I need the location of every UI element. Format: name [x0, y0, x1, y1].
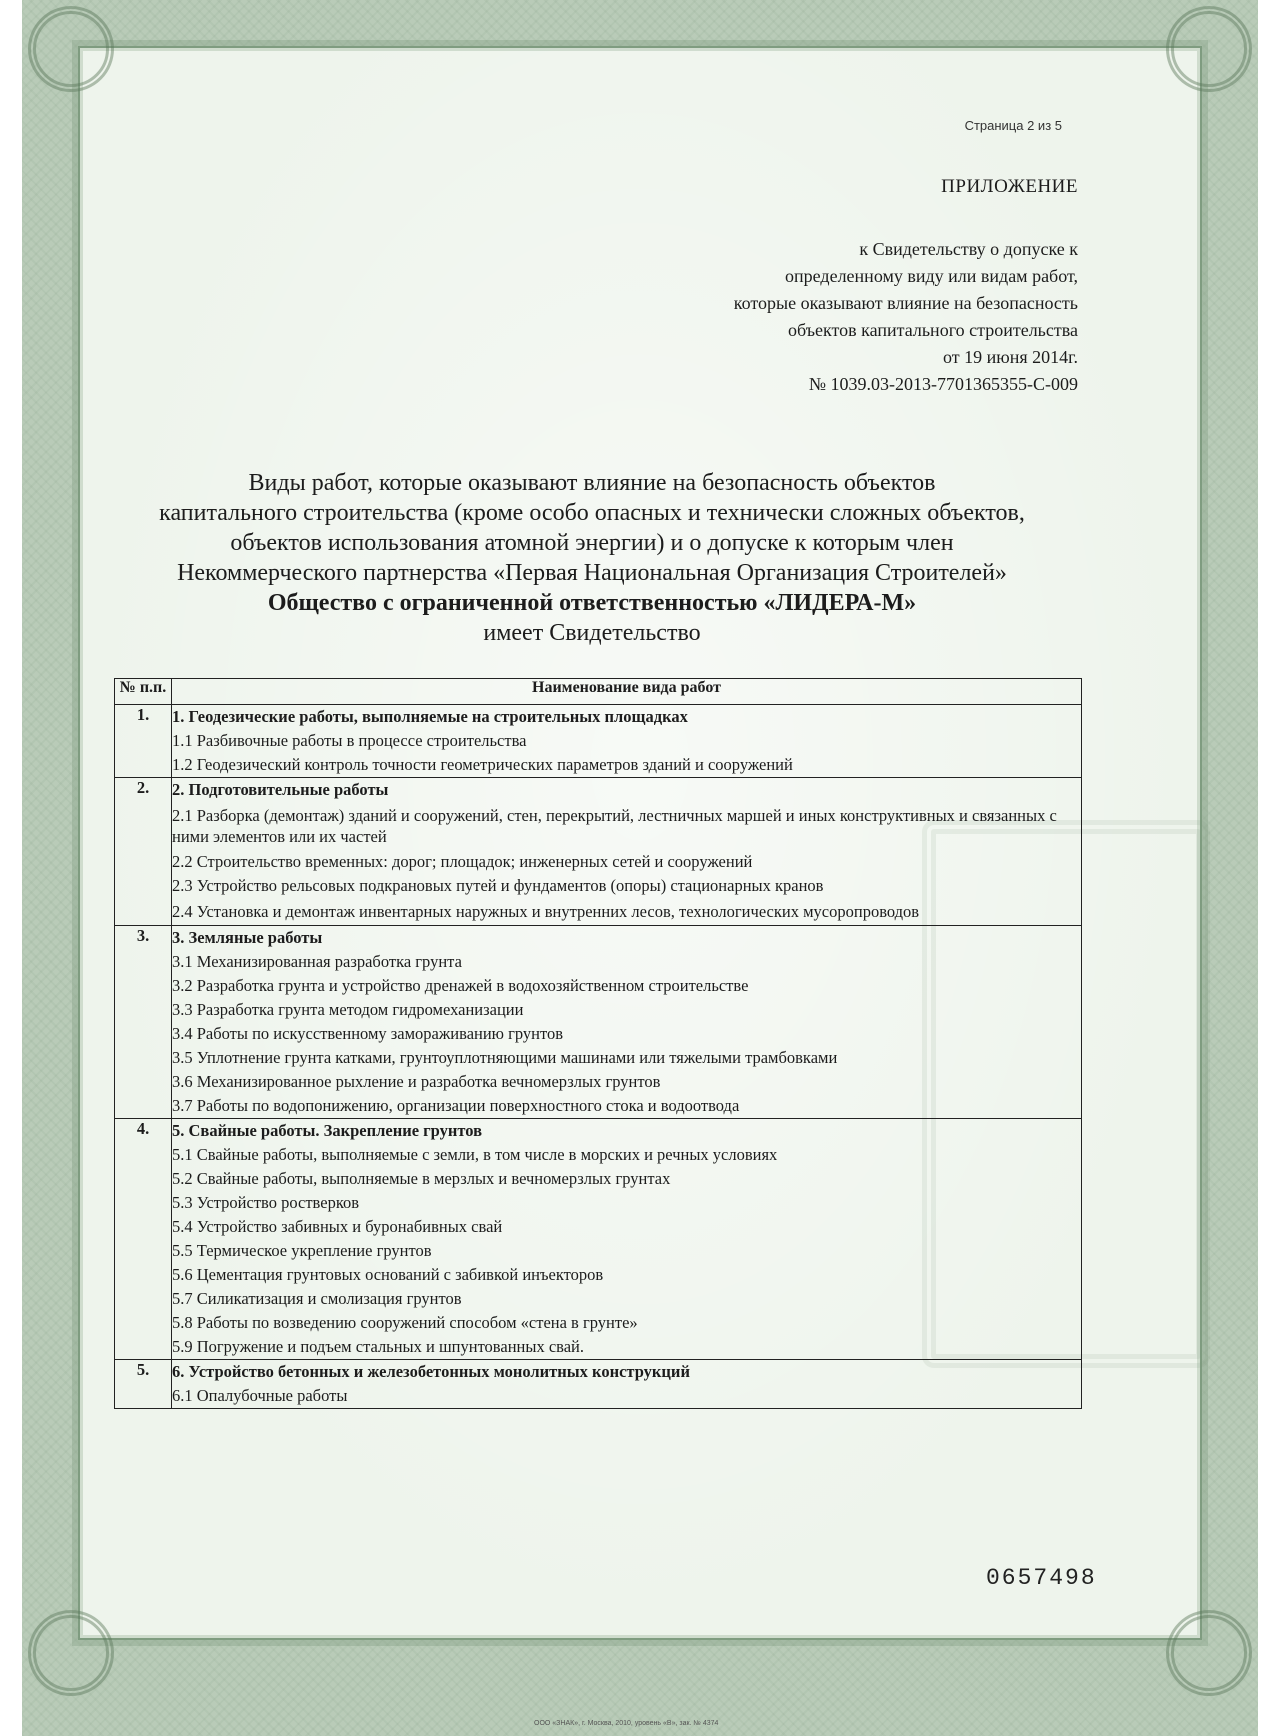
appendix-line: объектов капитального строительства — [788, 320, 1078, 340]
page-number: Страница 2 из 5 — [964, 118, 1062, 133]
section-cell — [172, 1119, 1082, 1360]
section-cell — [172, 926, 1082, 1119]
appendix-line: которые оказывают влияние на безопасность — [733, 293, 1078, 313]
work-item: 3.4 Работы по искусственному замораживанию грунтов — [172, 1024, 564, 1043]
intro-line: Виды работ, которые оказывают влияние на безопасность объектов — [248, 470, 936, 496]
appendix-line: к Свидетельству о допуске к — [859, 239, 1078, 259]
intro-line: капитального строительства (кроме особо опасных и технически сложных объектов, — [159, 500, 1025, 526]
work-item: 2.2 Строительство временных: дорог; площадок; инженерных сетей и сооружений — [172, 852, 753, 871]
work-item: 5.8 Работы по возведению сооружений способом «стена в грунте» — [172, 1313, 638, 1332]
row-number: 5. — [115, 1360, 172, 1409]
work-item: 6.1 Опалубочные работы — [172, 1386, 348, 1405]
row-number: 2. — [115, 778, 172, 926]
work-item: 3.5 Уплотнение грунта катками, грунтоуплотняющими машинами или тяжелыми трамбовками — [172, 1048, 838, 1067]
table-row — [115, 778, 1082, 926]
column-header-name: Наименование вида работ — [172, 679, 1082, 705]
work-item: 5.7 Силикатизация и смолизация грунтов — [172, 1289, 462, 1308]
work-item: 1.1 Разбивочные работы в процессе строительства — [172, 731, 527, 750]
work-item: 5.3 Устройство ростверков — [172, 1193, 360, 1212]
work-item: 2.1 Разборка (демонтаж) зданий и сооружений, стен, перекрытий, лестничных маршей и иных конструктивных и связанных с ними элементов или их частей — [172, 806, 1057, 846]
intro-line: объектов использования атомной энергии) и о допуске к которым член — [230, 530, 954, 556]
table-row — [115, 1360, 1082, 1409]
section-cell — [172, 778, 1082, 926]
section-title: 2. Подготовительные работы — [172, 780, 389, 799]
section-title: 3. Земляные работы — [172, 928, 323, 947]
section-title: 1. Геодезические работы, выполняемые на строительных площадках — [172, 707, 688, 726]
table-row — [115, 926, 1082, 1119]
corner-ornament — [1166, 1610, 1252, 1696]
work-types-table — [114, 678, 1082, 1409]
appendix-date: от 19 июня 2014г. — [943, 347, 1078, 367]
row-number: 4. — [115, 1119, 172, 1360]
row-number: 3. — [115, 926, 172, 1119]
table-row — [115, 705, 1082, 778]
work-item: 3.7 Работы по водопонижению, организации поверхностного стока и водоотвода — [172, 1096, 740, 1115]
work-item: 3.3 Разработка грунта методом гидромеханизации — [172, 1000, 524, 1019]
work-item: 3.1 Механизированная разработка грунта — [172, 952, 462, 971]
work-item: 2.3 Устройство рельсовых подкрановых путей и фундаментов (опоры) стационарных кранов — [172, 876, 824, 895]
corner-ornament — [1166, 6, 1252, 92]
intro-closing: имеет Свидетельство — [483, 620, 701, 646]
appendix-line: определенному виду или видам работ, — [785, 266, 1078, 286]
certificate-number: № 1039.03-2013-7701365355-С-009 — [808, 374, 1078, 394]
appendix-reference — [734, 236, 1078, 398]
column-header-num: № п.п. — [115, 679, 172, 705]
work-item: 5.2 Свайные работы, выполняемые в мерзлых и вечномерзлых грунтах — [172, 1169, 671, 1188]
work-item: 1.2 Геодезический контроль точности геометрических параметров зданий и сооружений — [172, 755, 793, 774]
section-cell — [172, 705, 1082, 778]
printer-imprint: ООО «ЗНАК», г. Москва, 2010, уровень «В», зак. № 4374 — [534, 1720, 719, 1727]
corner-ornament — [28, 6, 114, 92]
section-title: 5. Свайные работы. Закрепление грунтов — [172, 1121, 483, 1140]
work-item: 3.6 Механизированное рыхление и разработка вечномерзлых грунтов — [172, 1072, 661, 1091]
work-item: 5.6 Цементация грунтовых оснований с забивкой инъекторов — [172, 1265, 604, 1284]
work-item: 2.4 Установка и демонтаж инвентарных наружных и внутренних лесов, технологических мусоропроводов — [172, 902, 920, 921]
appendix-title: ПРИЛОЖЕНИЕ — [941, 176, 1078, 197]
work-item: 5.5 Термическое укрепление грунтов — [172, 1241, 432, 1260]
company-name: Общество с ограниченной ответственностью «ЛИДЕРА-М» — [267, 590, 917, 616]
corner-ornament — [28, 1610, 114, 1696]
intro-line: Некоммерческого партнерства «Первая Национальная Организация Строителей» — [177, 560, 1007, 586]
table-row — [115, 1119, 1082, 1360]
row-number: 1. — [115, 705, 172, 778]
intro-statement — [112, 468, 1072, 648]
section-cell — [172, 1360, 1082, 1409]
table-header-row — [115, 679, 1082, 705]
work-item: 5.1 Свайные работы, выполняемые с земли, в том числе в морских и речных условиях — [172, 1145, 778, 1164]
section-title: 6. Устройство бетонных и железобетонных монолитных конструкций — [172, 1362, 690, 1381]
serial-number: 0657498 — [986, 1565, 1097, 1591]
work-item: 3.2 Разработка грунта и устройство дренажей в водохозяйственном строительстве — [172, 976, 749, 995]
work-item: 5.4 Устройство забивных и буронабивных свай — [172, 1217, 503, 1236]
work-item: 5.9 Погружение и подъем стальных и шпунтованных свай. — [172, 1337, 585, 1356]
